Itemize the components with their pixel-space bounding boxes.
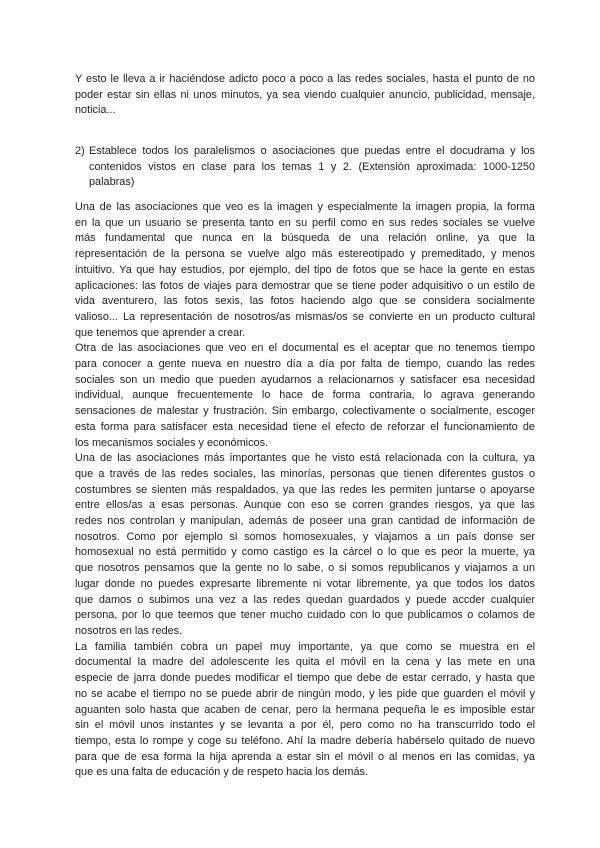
text-line: contenidos vistos en clase para los temas 1 y 2. (Extensión aproximada: 1000-1250 [89, 160, 535, 173]
text-line: aplicaciones: las fotos de viajes para demostrar que se tiene poder adquisitivo o un estilo de [75, 279, 535, 292]
question-text [89, 144, 535, 191]
text-line: vida aventurero, las fotos sexis, las fotos haciendo algo que se considera socialmente [75, 295, 535, 308]
text-line: aguanten solo hasta que acaben de cenar, pero la hermana pequeña le es imposible estar [75, 703, 535, 716]
text-line: entre ellos/as a esas personas. Aunque con eso se corren grandes riesgos, ya que las [75, 499, 535, 512]
text-line: individual, aunque frecuentemente lo hace de forma contraria, lo agrava generando [75, 389, 535, 402]
text-line: Una de las asociaciones más importantes que he visto está relacionada con la cultura, ya [75, 452, 535, 465]
text-line: Establece todos los paralelismos o asociaciones que puedas entre el docudrama y los [89, 145, 535, 157]
text-line: Y esto le lleva a ir haciéndose adicto poco a poco a las redes sociales, hasta el punto de no [75, 73, 535, 85]
text-line: que nosotros pensamos que la gente no lo sabe, o si somos republicanos y viajamos a un [75, 562, 535, 575]
text-line: para que de esa forma la hija aprenda a estar sin el móvil o al menos en las comidas, ya [75, 750, 535, 763]
intro-paragraph [75, 72, 535, 119]
text-line: homosexual no está permitido y como castigo es la cárcel o lo que es peor la muerte, ya [75, 546, 535, 559]
text-line: que damos o subimos una vez a las redes quedan guardados y puede accder cualquier [75, 593, 535, 606]
text-line: sin el móvil unos instantes y se levanta a por él, pero como no ha transcurrido todo el [75, 719, 535, 732]
text-line: los mecanismos sociales y económicos. [75, 436, 269, 449]
text-line: en la que un usuario se presenta tanto en su perfil como en sus redes sociales se vuelve [75, 216, 535, 229]
text-line: tiempo, esta lo rompe y coge su teléfono. Ahí la madre debería habérselo quitado de nuevo [75, 734, 535, 747]
text-line: Una de las asociaciones que veo es la imagen y especialmente la imagen propia, la forma [75, 201, 535, 213]
text-line: intuitivo. Ya que hay estudios, por ejemplo, del tipo de fotos que se hace la gente en estas [75, 263, 535, 276]
text-line: palabras) [89, 176, 135, 189]
text-line: que es una falta de educación y de respeto hacia los demás. [75, 766, 369, 779]
text-line: que a través de las redes sociales, las minorías, personas que tienen diferentes gustos o [75, 467, 535, 480]
text-line: redes nos controlan y manipulan, además de poseer una gran cantidad de información de [75, 515, 535, 528]
text-line: poder estar sin ellas ni unos minutos, ya sea viendo cualquier anuncio, publicidad, mensaje, [75, 88, 535, 101]
text-line: más fundamental que nunca en la búsqueda de una relación online, ya que la [75, 232, 535, 245]
text-line: persona, por lo que teemos que tener mucho cuidado con lo que publicamos o colamos de [75, 609, 535, 622]
text-line: costumbres se sienten más respaldados, ya que las redes les permiten juntarse o apoyarse [75, 483, 535, 496]
text-line: valioso... La representación de nosotros/as mismas/os se convierte en un producto cultural [75, 310, 535, 323]
text-line: documental la madre del adolescente les quita el móvil en la cena y las mete en una [75, 656, 535, 669]
text-line: lugar donde no puedes expresarte libremente ni votar libremente, ya que todos los datos [75, 577, 535, 590]
text-line: esta forma para satisfacer esta necesidad tiene el efecto de reforzar el funcionamiento de [75, 420, 535, 433]
text-line: nosotros en las redes. [75, 624, 183, 637]
text-line: sensaciones de malestar y frustración. Sin embargo, colectivamente o socialmente, escoger [75, 405, 535, 418]
text-line: sociales son un medio que pueden ayudarnos a relacionarnos y satisfacer esa necesidad [75, 373, 535, 386]
text-line: La familia también cobra un papel muy importante, ya que como se muestra en el [75, 640, 535, 653]
text-line: noticia... [75, 104, 116, 117]
text-line: Otra de las asociaciones que veo en el documental es el aceptar que no tenemos tiempo [75, 342, 535, 355]
text-line: nosotros. Como por ejemplo si somos homosexuales, y viajamos a un país donse ser [75, 530, 535, 543]
question-number: 2) [75, 145, 85, 157]
text-line: que tenemos que aprender a crear. [75, 326, 246, 339]
answer-body [75, 200, 535, 781]
text-line: no se acabe el tiempo no se puede abrir de ningún modo, y les pide que guarden el móvil y [75, 687, 535, 700]
text-line: para conocer a gente nueva en nuestro día a día por falta de tiempo, cuando las redes [75, 358, 535, 371]
text-line: representación de la persona se vuelve algo más estereotipado y premeditado, y menos [75, 248, 535, 261]
text-line: especie de jarra donde puedes modificar el tiempo que debe de estar cerrado, y hasta que [75, 672, 535, 685]
